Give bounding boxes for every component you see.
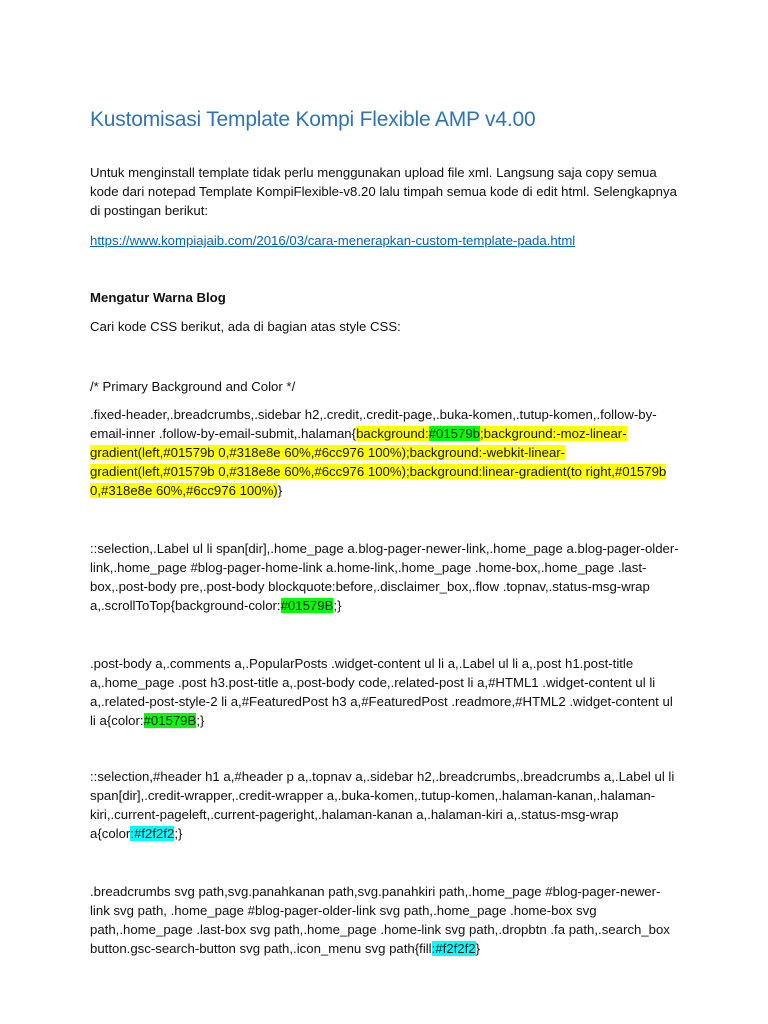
highlight-cyan: :#f2f2f2 xyxy=(130,826,175,841)
css-comment: /* Primary Background and Color */ xyxy=(90,379,296,394)
css-text: ;} xyxy=(196,713,205,728)
css-block-primary-background xyxy=(90,405,680,500)
section-intro: Cari kode CSS berikut, ada di bagian atas style CSS: xyxy=(90,319,401,334)
css-block-link-color xyxy=(90,654,680,730)
css-text: ;} xyxy=(333,598,342,613)
css-block-text-color xyxy=(90,767,680,843)
highlight-cyan: :#f2f2f2 xyxy=(431,941,476,956)
css-text: ::selection,#header h1 a,#header p a,.topnav a,.sidebar h2,.breadcrumbs,.breadcrumbs a,.Label ul li span[dir],.credit-wrapper,.credit-wrapper a,.buka-komen,.tutup-komen,.halaman-kanan,.halaman-kiri,.current-pageleft,.current-pageright,.halaman-kanan a,.halaman-kiri a,.status-msg-wrap a{color xyxy=(90,769,675,841)
highlight-green: #01579B xyxy=(280,598,334,613)
highlight-yellow: ;background:-moz-linear-gradient(left,#01579b 0,#318e8e 60%,#6cc976 100%);background:-webkit-linear-gradient(left,#01579b 0,#318e8e 60%,#6cc976 100%);background:linear-gradient(to right,#01579b 0,#318e8e 60%,#6cc976 100%) xyxy=(90,426,667,498)
intro-paragraph: Untuk menginstall template tidak perlu menggunakan upload file xml. Langsung saja copy semua kode dari notepad Template KompiFlexible-v8.20 lalu timpah semua kode di edit html. Selengkapnya di postingan berikut: xyxy=(90,165,677,218)
highlight-yellow: background: xyxy=(356,426,429,441)
highlight-green: #01579B xyxy=(143,713,197,728)
css-text: } xyxy=(277,483,283,498)
css-block-svg-fill xyxy=(90,882,680,958)
css-text: .post-body a,.comments a,.PopularPosts .widget-content ul li a,.Label ul li a,.post h1.post-title a,.home_page .post h3.post-title a,.post-body code,.related-post li a,#HTML1 .widget-content ul li a,.related-post-style-2 li a,#FeaturedPost h3 a,#FeaturedPost .readmore,#HTML2 .widget-content ul li a{color: xyxy=(90,656,673,728)
tutorial-link[interactable]: https://www.kompiajaib.com/2016/03/cara-menerapkan-custom-template-pada.html xyxy=(90,233,576,248)
css-text: ;} xyxy=(174,826,183,841)
css-text: .breadcrumbs svg path,svg.panahkanan path,svg.panahkiri path,.home_page #blog-pager-newer-link svg path, .home_page #blog-pager-older-link svg path,.home_page .home-box svg path,.home_page .last-box svg path,.home_page .home-link svg path,.dropbtn .fa path,.search_box button.gsc-search-button svg path,.icon_menu svg path{fill xyxy=(90,884,670,956)
css-text: .fixed-header,.breadcrumbs,.sidebar h2,.credit,.credit-page,.buka-komen,.tutup-komen,.follow-by-email-inner .follow-by-email-submit,.halaman{ xyxy=(90,407,657,441)
document-title: Kustomisasi Template Kompi Flexible AMP v4.00 xyxy=(90,108,536,131)
section-heading: Mengatur Warna Blog xyxy=(90,290,226,305)
css-block-background-color xyxy=(90,539,680,615)
css-text: } xyxy=(475,941,481,956)
css-text: ::selection,.Label ul li span[dir],.home_page a.blog-pager-newer-link,.home_page a.blog-pager-older-link,.home_page #blog-pager-home-link a.home-link,.home_page .home-box,.home_page .last-box,.post-body pre,.post-body blockquote:before,.disclaimer_box,.flow .topnav,.status-msg-wrap a,.scrollToTop{background-color: xyxy=(90,541,679,613)
highlight-green: #01579b xyxy=(428,426,480,441)
link-paragraph xyxy=(90,231,680,250)
